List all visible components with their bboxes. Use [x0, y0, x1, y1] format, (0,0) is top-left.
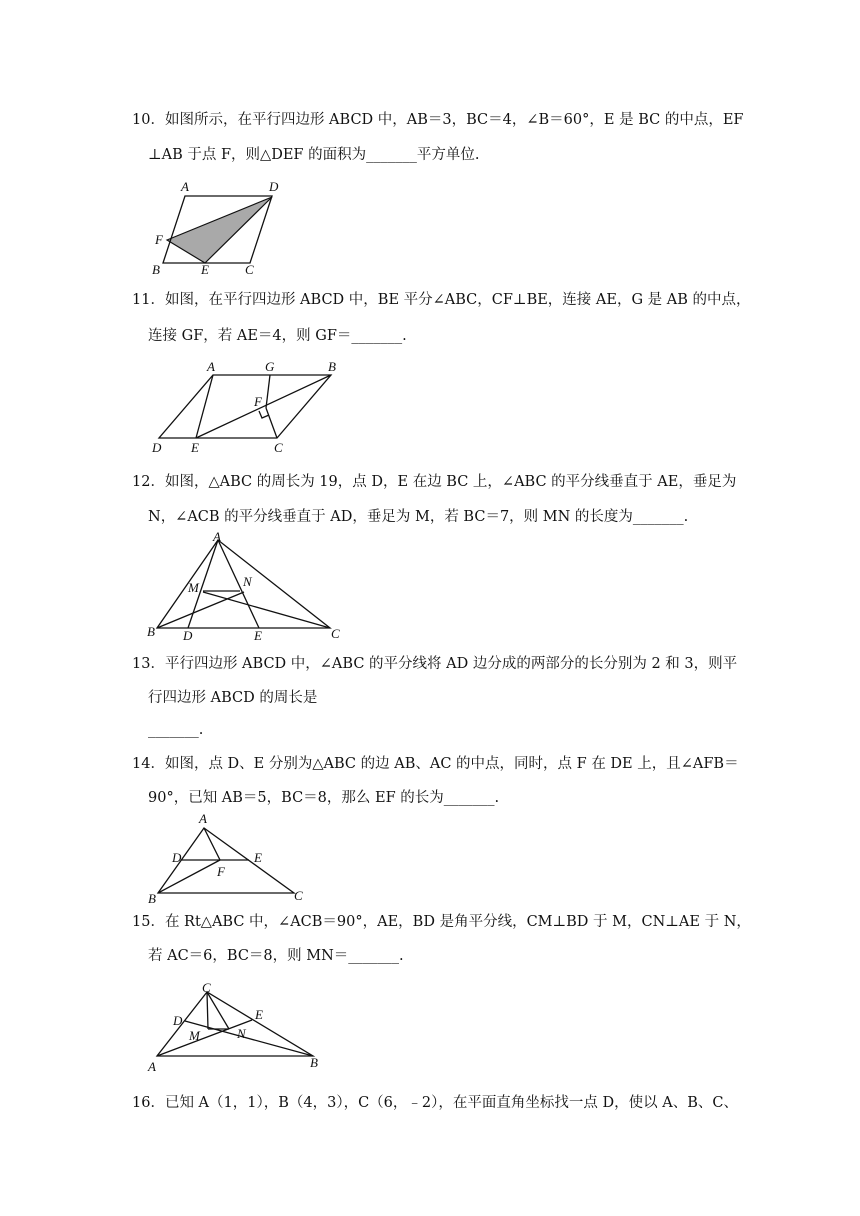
problem-13-line-2: 行四边形 ABCD 的周长是	[148, 690, 318, 706]
problem-15-line-2: 若 AC＝6，BC＝8，则 MN＝_______.	[148, 948, 404, 964]
problem-12-line-1: 12．如图，△ABC 的周长为 19，点 D，E 在边 BC 上，∠ABC 的平分线垂直于 AE，垂足为	[132, 474, 737, 490]
triangle-def-shaded	[167, 197, 272, 263]
fig15-label-c: C	[202, 980, 211, 995]
fig12-label-m: M	[188, 580, 199, 595]
fig11-label-f: F	[254, 394, 262, 409]
fig10-label-e: E	[201, 262, 209, 277]
fig11-label-d: D	[152, 440, 162, 455]
problem-16-line-1: 16．已知 A（1，1），B（4，3），C（6，﹣2），在平面直角坐标找一点 D，使以 A、B、C、	[132, 1095, 738, 1111]
fig14-label-b: B	[148, 891, 156, 906]
problem-10-line-2: ⊥AB 于点 F，则△DEF 的面积为_______平方单位.	[148, 147, 480, 163]
fig15-label-m: M	[189, 1028, 200, 1043]
fig10-label-d: D	[269, 179, 279, 194]
segment-be	[196, 375, 331, 438]
segment-ae	[218, 540, 259, 628]
fig11-label-e: E	[191, 440, 199, 455]
bisector-c	[203, 592, 330, 628]
fig12-label-c: C	[331, 626, 340, 641]
fig12-label-b: B	[147, 624, 155, 639]
parallelogram-abcd	[159, 375, 331, 438]
fig10-label-b: B	[152, 262, 160, 277]
problem-11-line-1: 11．如图，在平行四边形 ABCD 中，BE 平分∠ABC，CF⊥BE，连接 AE，G 是 AB 的中点，	[132, 292, 751, 308]
segment-cn	[207, 992, 229, 1029]
fig11-label-b: B	[328, 359, 336, 374]
problem-11-line-2: 连接 GF，若 AE＝4，则 GF＝_______.	[148, 328, 407, 344]
problem-13-line-1: 13．平行四边形 ABCD 中，∠ABC 的平分线将 AD 边分成的两部分的长分别为 2 和 3，则平	[132, 656, 738, 672]
fig14-label-e: E	[254, 850, 262, 865]
fig11-label-g: G	[265, 359, 275, 374]
fig11-label-a: A	[207, 359, 215, 374]
figure-11-parallelogram	[148, 358, 350, 456]
segment-cm	[207, 992, 208, 1029]
fig11-label-c: C	[274, 440, 283, 455]
problem-10-line-1: 10．如图所示，在平行四边形 ABCD 中，AB＝3，BC＝4，∠B＝60°，E 是 BC 的中点，EF	[132, 112, 744, 128]
fig12-label-d: D	[183, 628, 193, 642]
fig12-label-a: A	[213, 530, 221, 544]
problem-14-line-1: 14．如图，点 D、E 分别为△ABC 的边 AB、AC 的中点，同时，点 F 在 DE 上，且∠AFB＝	[132, 756, 739, 772]
figure-10-parallelogram	[145, 176, 295, 280]
fig12-label-n: N	[243, 574, 252, 589]
fig14-label-f: F	[217, 864, 225, 879]
problem-14-line-2: 90°，已知 AB＝5，BC＝8，那么 EF 的长为_______.	[148, 790, 500, 806]
problem-15-line-1: 15．在 Rt△ABC 中，∠ACB＝90°，AE，BD 是角平分线，CM⊥BD 于 M，CN⊥AE 于 N，	[132, 914, 751, 930]
fig10-label-a: A	[181, 179, 189, 194]
figure-14-triangle	[145, 810, 320, 906]
figure-15-right-triangle	[145, 975, 325, 1075]
fig15-label-a: A	[148, 1059, 156, 1074]
fig10-label-f: F	[155, 232, 163, 247]
fig15-label-e: E	[255, 1007, 263, 1022]
problem-12-line-2: N，∠ACB 的平分线垂直于 AD，垂足为 M，若 BC＝7，则 MN 的长度为_______.	[148, 509, 689, 525]
problem-13-line-3: _______.	[148, 722, 204, 738]
segment-bf	[158, 860, 220, 893]
fig15-label-n: N	[237, 1026, 246, 1041]
fig14-label-d: D	[172, 850, 182, 865]
fig14-label-c: C	[294, 888, 303, 903]
fig10-label-c: C	[245, 262, 254, 277]
segment-cf	[266, 408, 277, 438]
segment-af	[204, 828, 220, 860]
fig12-label-e: E	[254, 628, 262, 642]
figure-12-triangle	[145, 530, 345, 642]
fig15-label-b: B	[310, 1055, 318, 1070]
fig14-label-a: A	[199, 811, 207, 826]
fig15-label-d: D	[173, 1013, 183, 1028]
